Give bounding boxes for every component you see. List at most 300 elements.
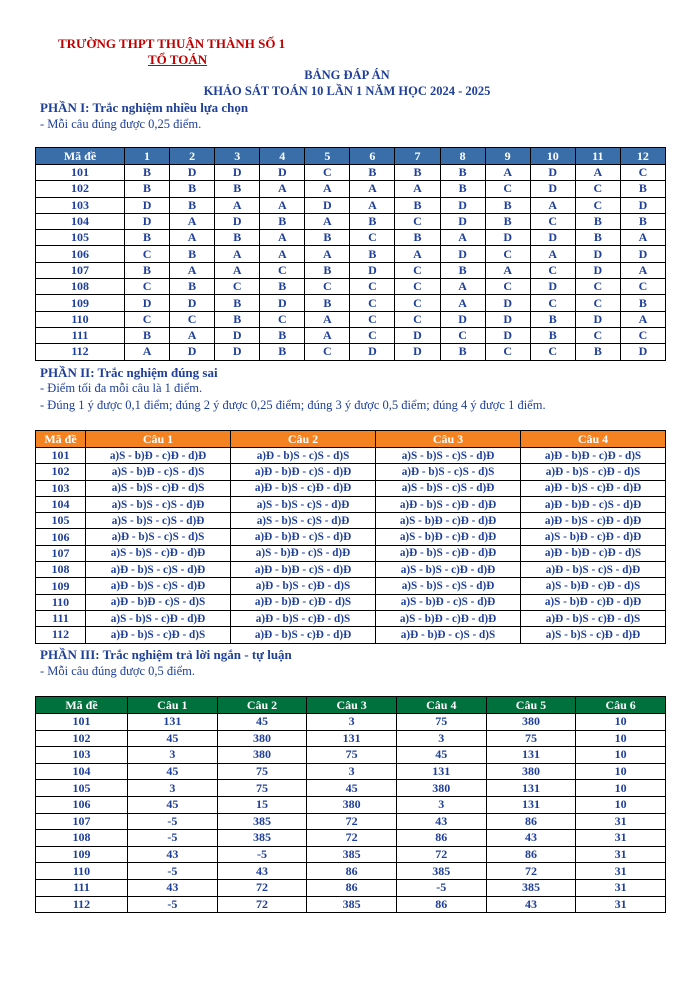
answer-cell: C: [170, 311, 215, 327]
answer-cell: D: [440, 311, 485, 327]
answer-cell: A: [125, 344, 170, 360]
table-row: [36, 863, 666, 880]
answer-cell: D: [575, 246, 620, 262]
answer-cell: -5: [128, 830, 218, 847]
answer-cell: B: [575, 230, 620, 246]
answer-cell: C: [530, 295, 575, 311]
answer-cell: 380: [217, 747, 307, 764]
answer-cell: a)Đ - b)S - c)S - d)Đ: [86, 578, 231, 594]
table-row: [36, 197, 666, 213]
answer-cell: C: [350, 295, 395, 311]
answer-cell: 3: [128, 780, 218, 797]
answer-cell: 43: [486, 830, 576, 847]
answer-cell: B: [215, 181, 260, 197]
answer-cell: C: [125, 311, 170, 327]
exam-code-cell: 109: [36, 846, 128, 863]
answer-cell: B: [260, 213, 305, 229]
answer-cell: a)Đ - b)S - c)Đ - d)S: [521, 610, 666, 626]
answer-cell: 380: [217, 730, 307, 747]
answer-cell: a)Đ - b)Đ - c)Đ - d)S: [521, 545, 666, 561]
answer-cell: C: [620, 165, 665, 181]
answer-cell: 10: [576, 714, 666, 731]
answer-cell: a)Đ - b)S - c)S - d)S: [231, 448, 376, 464]
table-row: [36, 496, 666, 512]
answer-cell: 72: [217, 879, 307, 896]
exam-code-cell: 106: [36, 796, 128, 813]
part1-heading: PHẦN I: Trắc nghiệm nhiều lựa chọn: [40, 100, 249, 115]
answer-cell: 3: [396, 730, 486, 747]
answer-cell: C: [305, 165, 350, 181]
answer-cell: D: [575, 311, 620, 327]
answer-cell: B: [440, 181, 485, 197]
part2-answer-table: [35, 430, 666, 644]
answer-cell: 75: [396, 714, 486, 731]
answer-cell: A: [575, 165, 620, 181]
answer-cell: a)S - b)S - c)Đ - d)Đ: [521, 627, 666, 643]
answer-cell: B: [350, 213, 395, 229]
part2-note-scoring: - Đúng 1 ý được 0,1 điểm; đúng 2 ý được 0,25 điểm; đúng 3 ý được 0,5 điểm; đúng 4 ý được 1 điểm.: [40, 398, 546, 412]
answer-cell: D: [170, 344, 215, 360]
answer-cell: D: [530, 181, 575, 197]
table-header-row: [36, 697, 666, 714]
answer-cell: a)S - b)S - c)S - d)Đ: [86, 496, 231, 512]
answer-cell: a)Đ - b)S - c)S - d)Đ: [86, 562, 231, 578]
answer-cell: D: [170, 165, 215, 181]
table-row: [36, 464, 666, 480]
answer-cell: B: [440, 165, 485, 181]
answer-cell: C: [485, 246, 530, 262]
answer-cell: A: [440, 295, 485, 311]
answer-cell: B: [170, 181, 215, 197]
exam-code-cell: 108: [36, 830, 128, 847]
answer-cell: 72: [486, 863, 576, 880]
answer-cell: C: [575, 279, 620, 295]
answer-cell: 380: [486, 714, 576, 731]
answer-cell: A: [170, 230, 215, 246]
column-header: 12: [620, 148, 665, 165]
exam-code-cell: 103: [36, 197, 125, 213]
table-row: [36, 545, 666, 561]
answer-cell: a)Đ - b)S - c)Đ - d)S: [86, 627, 231, 643]
answer-cell: C: [575, 295, 620, 311]
answer-cell: 31: [576, 813, 666, 830]
answer-cell: a)S - b)S - c)S - d)Đ: [231, 513, 376, 529]
answer-cell: 43: [128, 879, 218, 896]
exam-code-cell: 105: [36, 230, 125, 246]
column-header-code: Mã đề: [36, 697, 128, 714]
answer-cell: 380: [486, 763, 576, 780]
answer-cell: C: [350, 230, 395, 246]
answer-cell: D: [530, 165, 575, 181]
answer-cell: D: [260, 165, 305, 181]
answer-cell: A: [170, 213, 215, 229]
answer-cell: 31: [576, 830, 666, 847]
answer-cell: 380: [396, 780, 486, 797]
table-row: [36, 578, 666, 594]
answer-cell: a)S - b)S - c)Đ - d)Đ: [86, 610, 231, 626]
exam-code-cell: 103: [36, 480, 86, 496]
answer-cell: D: [620, 197, 665, 213]
answer-cell: C: [125, 246, 170, 262]
answer-cell: a)S - b)S - c)Đ - d)Đ: [376, 562, 521, 578]
answer-cell: a)S - b)S - c)S - d)Đ: [231, 496, 376, 512]
part2-note-max: - Điểm tối đa mỗi câu là 1 điểm.: [40, 381, 203, 395]
answer-cell: a)Đ - b)Đ - c)S - d)S: [86, 594, 231, 610]
exam-code-cell: 112: [36, 344, 125, 360]
answer-cell: C: [305, 279, 350, 295]
answer-cell: B: [170, 279, 215, 295]
answer-cell: A: [215, 262, 260, 278]
answer-cell: D: [485, 230, 530, 246]
answer-cell: A: [260, 197, 305, 213]
answer-cell: 43: [486, 896, 576, 913]
table-row: [36, 246, 666, 262]
answer-cell: C: [125, 279, 170, 295]
answer-cell: C: [215, 279, 260, 295]
page-title: BẢNG ĐÁP ÁN: [304, 68, 390, 82]
answer-cell: a)Đ - b)Đ - c)S - d)S: [376, 627, 521, 643]
answer-cell: B: [485, 197, 530, 213]
exam-code-cell: 104: [36, 496, 86, 512]
table-row: [36, 295, 666, 311]
answer-cell: 15: [217, 796, 307, 813]
answer-cell: 72: [217, 896, 307, 913]
answer-cell: a)Đ - b)S - c)Đ - d)Đ: [521, 480, 666, 496]
answer-cell: A: [305, 311, 350, 327]
answer-cell: 43: [217, 863, 307, 880]
answer-cell: B: [215, 230, 260, 246]
exam-code-cell: 109: [36, 578, 86, 594]
answer-cell: A: [620, 230, 665, 246]
answer-cell: C: [260, 311, 305, 327]
answer-cell: C: [575, 327, 620, 343]
answer-cell: D: [215, 344, 260, 360]
table-row: [36, 846, 666, 863]
answer-cell: B: [170, 246, 215, 262]
answer-cell: a)S - b)Đ - c)S - d)Đ: [376, 594, 521, 610]
answer-cell: B: [260, 344, 305, 360]
part1-answer-table: [35, 147, 666, 361]
answer-cell: 86: [396, 830, 486, 847]
answer-cell: C: [395, 295, 440, 311]
answer-cell: C: [530, 344, 575, 360]
answer-cell: 72: [307, 813, 397, 830]
answer-cell: B: [350, 246, 395, 262]
answer-cell: A: [170, 262, 215, 278]
table-row: [36, 311, 666, 327]
answer-cell: C: [620, 279, 665, 295]
answer-cell: a)S - b)S - c)S - d)Đ: [376, 448, 521, 464]
answer-cell: C: [395, 262, 440, 278]
answer-cell: a)Đ - b)S - c)S - d)S: [376, 464, 521, 480]
exam-code-cell: 106: [36, 246, 125, 262]
table-row: [36, 181, 666, 197]
column-header: 2: [170, 148, 215, 165]
answer-cell: C: [260, 262, 305, 278]
answer-cell: 72: [307, 830, 397, 847]
table-row: [36, 747, 666, 764]
answer-cell: a)S - b)Đ - c)Đ - d)Đ: [86, 448, 231, 464]
answer-cell: A: [260, 181, 305, 197]
answer-cell: A: [350, 197, 395, 213]
answer-cell: C: [620, 327, 665, 343]
part3-answer-table: [35, 696, 666, 913]
answer-cell: A: [530, 197, 575, 213]
answer-cell: 10: [576, 763, 666, 780]
answer-cell: 75: [486, 730, 576, 747]
column-header-code: Mã đề: [36, 431, 86, 448]
answer-cell: A: [350, 181, 395, 197]
answer-cell: B: [305, 262, 350, 278]
answer-cell: a)Đ - b)S - c)S - d)S: [86, 529, 231, 545]
answer-cell: C: [395, 279, 440, 295]
answer-cell: D: [395, 327, 440, 343]
answer-cell: C: [530, 262, 575, 278]
table-row: [36, 513, 666, 529]
answer-cell: 31: [576, 879, 666, 896]
answer-cell: B: [620, 295, 665, 311]
column-header: 10: [530, 148, 575, 165]
exam-code-cell: 107: [36, 262, 125, 278]
column-header: Câu 6: [576, 697, 666, 714]
exam-code-cell: 102: [36, 464, 86, 480]
answer-cell: 45: [128, 763, 218, 780]
answer-cell: B: [125, 165, 170, 181]
table-row: [36, 279, 666, 295]
answer-cell: B: [305, 230, 350, 246]
answer-cell: B: [125, 262, 170, 278]
answer-cell: 385: [307, 896, 397, 913]
answer-cell: A: [260, 230, 305, 246]
answer-cell: D: [305, 197, 350, 213]
answer-cell: C: [485, 181, 530, 197]
answer-cell: D: [575, 262, 620, 278]
answer-cell: 75: [217, 780, 307, 797]
answer-cell: 86: [486, 846, 576, 863]
answer-cell: a)S - b)S - c)S - d)Đ: [376, 480, 521, 496]
answer-cell: 72: [396, 846, 486, 863]
answer-cell: -5: [128, 896, 218, 913]
answer-cell: 385: [486, 879, 576, 896]
answer-cell: A: [260, 246, 305, 262]
answer-cell: -5: [128, 863, 218, 880]
table-header-row: [36, 148, 666, 165]
answer-cell: B: [170, 197, 215, 213]
table-row: [36, 813, 666, 830]
answer-cell: A: [215, 246, 260, 262]
answer-cell: B: [575, 344, 620, 360]
table-row: [36, 344, 666, 360]
answer-cell: B: [125, 181, 170, 197]
column-header: Câu 3: [376, 431, 521, 448]
exam-code-cell: 112: [36, 627, 86, 643]
answer-cell: D: [485, 295, 530, 311]
exam-code-cell: 110: [36, 311, 125, 327]
answer-cell: C: [485, 279, 530, 295]
part3-note: - Mỗi câu đúng được 0,5 điểm.: [40, 664, 196, 678]
answer-cell: a)Đ - b)S - c)Đ - d)S: [231, 610, 376, 626]
answer-cell: a)Đ - b)S - c)S - d)Đ: [521, 562, 666, 578]
answer-cell: a)Đ - b)S - c)Đ - d)Đ: [521, 513, 666, 529]
table-row: [36, 594, 666, 610]
answer-cell: 75: [307, 747, 397, 764]
answer-cell: 131: [486, 747, 576, 764]
answer-cell: A: [395, 246, 440, 262]
part1-note: - Mỗi câu đúng được 0,25 điểm.: [40, 117, 202, 131]
table-row: [36, 165, 666, 181]
answer-cell: a)S - b)Đ - c)S - d)S: [86, 464, 231, 480]
answer-cell: C: [530, 213, 575, 229]
table-row: [36, 714, 666, 731]
answer-cell: D: [125, 295, 170, 311]
answer-cell: D: [215, 327, 260, 343]
exam-code-cell: 111: [36, 610, 86, 626]
answer-cell: a)S - b)Đ - c)Đ - d)Đ: [376, 513, 521, 529]
table-row: [36, 830, 666, 847]
exam-code-cell: 105: [36, 780, 128, 797]
answer-cell: A: [305, 246, 350, 262]
answer-cell: 131: [486, 796, 576, 813]
answer-cell: 45: [396, 747, 486, 764]
answer-cell: D: [620, 344, 665, 360]
answer-cell: 385: [217, 813, 307, 830]
answer-cell: -5: [128, 813, 218, 830]
answer-cell: 86: [307, 879, 397, 896]
exam-code-cell: 105: [36, 513, 86, 529]
exam-code-cell: 102: [36, 181, 125, 197]
answer-cell: D: [125, 197, 170, 213]
answer-cell: a)Đ - b)Đ - c)Đ - d)S: [521, 448, 666, 464]
answer-cell: 86: [307, 863, 397, 880]
column-header: 3: [215, 148, 260, 165]
column-header: Câu 5: [486, 697, 576, 714]
answer-cell: A: [170, 327, 215, 343]
answer-cell: D: [350, 262, 395, 278]
exam-code-cell: 109: [36, 295, 125, 311]
part3-heading: PHẦN III: Trắc nghiệm trả lời ngắn - tự luận: [40, 647, 292, 662]
exam-code-cell: 101: [36, 165, 125, 181]
table-row: [36, 763, 666, 780]
answer-cell: A: [485, 165, 530, 181]
answer-cell: C: [305, 344, 350, 360]
answer-cell: A: [620, 311, 665, 327]
answer-cell: D: [485, 327, 530, 343]
exam-code-cell: 101: [36, 714, 128, 731]
answer-cell: 45: [217, 714, 307, 731]
answer-cell: 31: [576, 863, 666, 880]
exam-code-cell: 112: [36, 896, 128, 913]
exam-code-cell: 107: [36, 813, 128, 830]
answer-cell: A: [305, 181, 350, 197]
column-header: 11: [575, 148, 620, 165]
answer-cell: 75: [217, 763, 307, 780]
answer-cell: A: [395, 181, 440, 197]
answer-cell: 43: [396, 813, 486, 830]
column-header: 9: [485, 148, 530, 165]
answer-cell: 3: [128, 747, 218, 764]
answer-cell: 45: [307, 780, 397, 797]
answer-cell: B: [215, 311, 260, 327]
answer-cell: 45: [128, 730, 218, 747]
answer-cell: D: [440, 213, 485, 229]
answer-cell: a)S - b)Đ - c)S - d)Đ: [231, 545, 376, 561]
answer-cell: A: [530, 246, 575, 262]
table-row: [36, 213, 666, 229]
answer-cell: A: [440, 279, 485, 295]
answer-cell: 43: [128, 846, 218, 863]
exam-code-cell: 107: [36, 545, 86, 561]
exam-code-cell: 102: [36, 730, 128, 747]
table-row: [36, 448, 666, 464]
table-row: [36, 780, 666, 797]
answer-cell: a)S - b)S - c)S - d)Đ: [376, 578, 521, 594]
answer-cell: 131: [128, 714, 218, 731]
answer-cell: C: [575, 197, 620, 213]
answer-cell: B: [620, 213, 665, 229]
column-header: Câu 2: [231, 431, 376, 448]
column-header: 8: [440, 148, 485, 165]
exam-code-cell: 110: [36, 863, 128, 880]
exam-code-cell: 111: [36, 879, 128, 896]
column-header-code: Mã đề: [36, 148, 125, 165]
table-header-row: [36, 431, 666, 448]
answer-cell: B: [350, 165, 395, 181]
answer-cell: D: [260, 295, 305, 311]
answer-cell: a)S - b)Đ - c)Đ - d)Đ: [521, 529, 666, 545]
answer-cell: B: [620, 181, 665, 197]
answer-cell: B: [440, 344, 485, 360]
exam-code-cell: 104: [36, 213, 125, 229]
answer-cell: a)Đ - b)S - c)Đ - d)Đ: [231, 480, 376, 496]
exam-code-cell: 108: [36, 562, 86, 578]
department-name: TỔ TOÁN: [148, 52, 208, 67]
answer-cell: C: [575, 181, 620, 197]
answer-cell: D: [440, 246, 485, 262]
column-header: Câu 3: [307, 697, 397, 714]
answer-cell: D: [215, 213, 260, 229]
answer-cell: D: [395, 344, 440, 360]
answer-cell: 131: [486, 780, 576, 797]
answer-cell: 31: [576, 846, 666, 863]
column-header: 6: [350, 148, 395, 165]
answer-cell: C: [485, 344, 530, 360]
answer-cell: A: [485, 262, 530, 278]
exam-code-cell: 103: [36, 747, 128, 764]
answer-cell: a)Đ - b)S - c)Đ - d)Đ: [231, 627, 376, 643]
answer-cell: 45: [128, 796, 218, 813]
answer-cell: -5: [396, 879, 486, 896]
answer-cell: 385: [217, 830, 307, 847]
answer-cell: 131: [307, 730, 397, 747]
answer-cell: C: [350, 279, 395, 295]
column-header: Câu 2: [217, 697, 307, 714]
answer-cell: D: [530, 279, 575, 295]
answer-cell: B: [125, 230, 170, 246]
answer-cell: A: [620, 262, 665, 278]
answer-cell: a)Đ - b)S - c)Đ - d)S: [521, 464, 666, 480]
answer-cell: a)Đ - b)Đ - c)S - d)Đ: [231, 464, 376, 480]
part2-heading: PHẦN II: Trắc nghiệm đúng sai: [40, 365, 218, 380]
answer-cell: D: [530, 230, 575, 246]
answer-cell: a)Đ - b)Đ - c)S - d)Đ: [521, 496, 666, 512]
answer-cell: 10: [576, 796, 666, 813]
answer-cell: D: [125, 213, 170, 229]
column-header: 4: [260, 148, 305, 165]
column-header: Câu 1: [128, 697, 218, 714]
answer-cell: D: [215, 165, 260, 181]
answer-cell: B: [530, 327, 575, 343]
exam-code-cell: 110: [36, 594, 86, 610]
